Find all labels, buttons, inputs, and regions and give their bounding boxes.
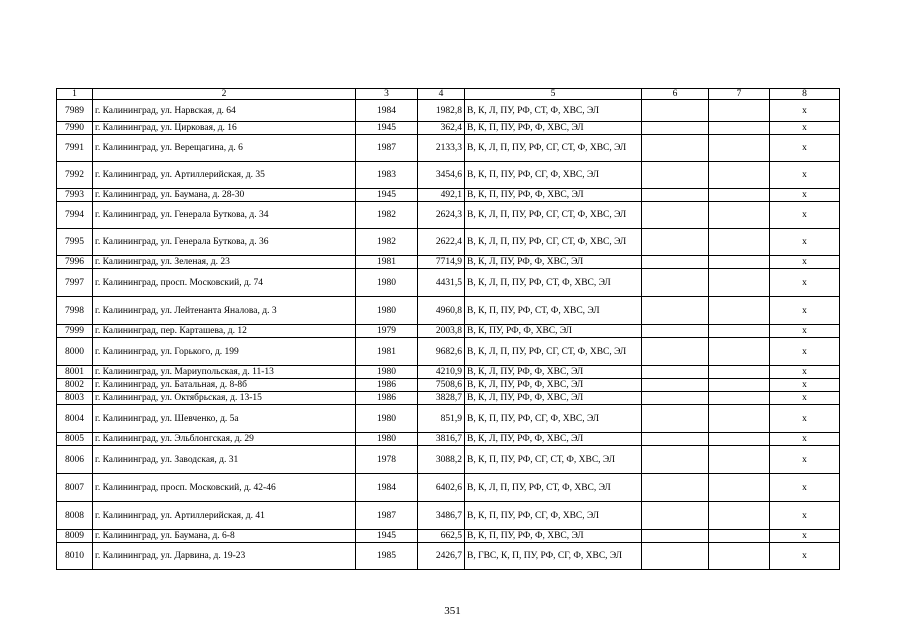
address-cell: г. Калининград, ул. Мариупольская, д. 11-13 bbox=[93, 366, 356, 379]
services-cell: В, К, П, ПУ, РФ, СТ, Ф, ХВС, ЭЛ bbox=[465, 297, 642, 325]
table-row bbox=[57, 379, 840, 392]
mark-cell: x bbox=[770, 392, 840, 405]
table-row bbox=[57, 405, 840, 433]
col7-cell bbox=[709, 405, 770, 433]
services-cell: В, К, Л, П, ПУ, РФ, СГ, СТ, Ф, ХВС, ЭЛ bbox=[465, 338, 642, 366]
col7-cell bbox=[709, 502, 770, 530]
col6-cell bbox=[642, 433, 709, 446]
col7-cell bbox=[709, 446, 770, 474]
col7-cell bbox=[709, 202, 770, 229]
table-row bbox=[57, 325, 840, 338]
mark-cell: x bbox=[770, 202, 840, 229]
year-cell: 1978 bbox=[356, 446, 418, 474]
address-cell: г. Калининград, ул. Эльблонгская, д. 29 bbox=[93, 433, 356, 446]
row-number: 8007 bbox=[57, 474, 93, 502]
header-cell: 6 bbox=[642, 89, 709, 100]
area-cell: 4431,5 bbox=[418, 269, 465, 297]
col7-cell bbox=[709, 269, 770, 297]
header-cell: 5 bbox=[465, 89, 642, 100]
year-cell: 1980 bbox=[356, 405, 418, 433]
col7-cell bbox=[709, 325, 770, 338]
year-cell: 1980 bbox=[356, 366, 418, 379]
area-cell: 362,4 bbox=[418, 122, 465, 135]
table-row bbox=[57, 338, 840, 366]
col6-cell bbox=[642, 366, 709, 379]
mark-cell: x bbox=[770, 379, 840, 392]
area-cell: 1982,8 bbox=[418, 100, 465, 122]
header-cell: 3 bbox=[356, 89, 418, 100]
mark-cell: x bbox=[770, 256, 840, 269]
year-cell: 1981 bbox=[356, 338, 418, 366]
table-row bbox=[57, 202, 840, 229]
col6-cell bbox=[642, 256, 709, 269]
table-row bbox=[57, 100, 840, 122]
mark-cell: x bbox=[770, 446, 840, 474]
services-cell: В, К, П, ПУ, РФ, СГ, Ф, ХВС, ЭЛ bbox=[465, 502, 642, 530]
header-cell: 1 bbox=[57, 89, 93, 100]
table-row bbox=[57, 446, 840, 474]
table-row bbox=[57, 366, 840, 379]
mark-cell: x bbox=[770, 366, 840, 379]
col6-cell bbox=[642, 405, 709, 433]
col6-cell bbox=[642, 269, 709, 297]
row-number: 8009 bbox=[57, 530, 93, 543]
services-cell: В, К, П, ПУ, РФ, Ф, ХВС, ЭЛ bbox=[465, 530, 642, 543]
col6-cell bbox=[642, 135, 709, 162]
year-cell: 1945 bbox=[356, 530, 418, 543]
services-cell: В, К, П, ПУ, РФ, СГ, Ф, ХВС, ЭЛ bbox=[465, 405, 642, 433]
row-number: 7999 bbox=[57, 325, 93, 338]
area-cell: 662,5 bbox=[418, 530, 465, 543]
area-cell: 2624,3 bbox=[418, 202, 465, 229]
area-cell: 2003,8 bbox=[418, 325, 465, 338]
header-cell: 8 bbox=[770, 89, 840, 100]
services-cell: В, К, П, ПУ, РФ, СГ, Ф, ХВС, ЭЛ bbox=[465, 162, 642, 189]
address-cell: г. Калининград, пер. Карташева, д. 12 bbox=[93, 325, 356, 338]
mark-cell: x bbox=[770, 122, 840, 135]
address-cell: г. Калининград, просп. Московский, д. 74 bbox=[93, 269, 356, 297]
mark-cell: x bbox=[770, 269, 840, 297]
address-cell: г. Калининград, ул. Батальная, д. 8-8б bbox=[93, 379, 356, 392]
col7-cell bbox=[709, 100, 770, 122]
col7-cell bbox=[709, 474, 770, 502]
row-number: 7995 bbox=[57, 229, 93, 256]
col7-cell bbox=[709, 297, 770, 325]
services-cell: В, К, Л, П, ПУ, РФ, СТ, Ф, ХВС, ЭЛ bbox=[465, 474, 642, 502]
year-cell: 1945 bbox=[356, 122, 418, 135]
table-row bbox=[57, 297, 840, 325]
col6-cell bbox=[642, 392, 709, 405]
mark-cell: x bbox=[770, 100, 840, 122]
services-cell: В, ГВС, К, П, ПУ, РФ, СГ, Ф, ХВС, ЭЛ bbox=[465, 543, 642, 570]
col6-cell bbox=[642, 189, 709, 202]
row-number: 8005 bbox=[57, 433, 93, 446]
row-number: 7989 bbox=[57, 100, 93, 122]
col7-cell bbox=[709, 530, 770, 543]
row-number: 8004 bbox=[57, 405, 93, 433]
area-cell: 3454,6 bbox=[418, 162, 465, 189]
table-row bbox=[57, 269, 840, 297]
mark-cell: x bbox=[770, 135, 840, 162]
col7-cell bbox=[709, 229, 770, 256]
row-number: 7993 bbox=[57, 189, 93, 202]
header-cell: 7 bbox=[709, 89, 770, 100]
col6-cell bbox=[642, 338, 709, 366]
mark-cell: x bbox=[770, 338, 840, 366]
address-cell: г. Калининград, ул. Цирковая, д. 16 bbox=[93, 122, 356, 135]
area-cell: 7508,6 bbox=[418, 379, 465, 392]
row-number: 7997 bbox=[57, 269, 93, 297]
col7-cell bbox=[709, 122, 770, 135]
row-number: 8008 bbox=[57, 502, 93, 530]
address-cell: г. Калининград, ул. Октябрьская, д. 13-15 bbox=[93, 392, 356, 405]
services-cell: В, К, Л, ПУ, РФ, Ф, ХВС, ЭЛ bbox=[465, 256, 642, 269]
area-cell: 7714,9 bbox=[418, 256, 465, 269]
year-cell: 1987 bbox=[356, 135, 418, 162]
col6-cell bbox=[642, 502, 709, 530]
table-row bbox=[57, 543, 840, 570]
col6-cell bbox=[642, 543, 709, 570]
services-cell: В, К, Л, П, ПУ, РФ, СГ, СТ, Ф, ХВС, ЭЛ bbox=[465, 135, 642, 162]
table-row bbox=[57, 474, 840, 502]
services-cell: В, К, Л, П, ПУ, РФ, СГ, СТ, Ф, ХВС, ЭЛ bbox=[465, 202, 642, 229]
col7-cell bbox=[709, 433, 770, 446]
housing-registry-table bbox=[56, 88, 840, 570]
year-cell: 1980 bbox=[356, 269, 418, 297]
year-cell: 1984 bbox=[356, 474, 418, 502]
services-cell: В, К, Л, П, ПУ, РФ, СГ, СТ, Ф, ХВС, ЭЛ bbox=[465, 229, 642, 256]
col7-cell bbox=[709, 338, 770, 366]
row-number: 7998 bbox=[57, 297, 93, 325]
table-row bbox=[57, 229, 840, 256]
year-cell: 1980 bbox=[356, 297, 418, 325]
area-cell: 4960,8 bbox=[418, 297, 465, 325]
col6-cell bbox=[642, 229, 709, 256]
row-number: 7996 bbox=[57, 256, 93, 269]
row-number: 7992 bbox=[57, 162, 93, 189]
address-cell: г. Калининград, ул. Заводская, д. 31 bbox=[93, 446, 356, 474]
services-cell: В, К, Л, ПУ, РФ, СТ, Ф, ХВС, ЭЛ bbox=[465, 100, 642, 122]
mark-cell: x bbox=[770, 297, 840, 325]
area-cell: 2426,7 bbox=[418, 543, 465, 570]
table-row bbox=[57, 392, 840, 405]
page-number: 351 bbox=[444, 605, 461, 617]
year-cell: 1981 bbox=[356, 256, 418, 269]
mark-cell: x bbox=[770, 229, 840, 256]
col7-cell bbox=[709, 392, 770, 405]
col6-cell bbox=[642, 202, 709, 229]
services-cell: В, К, Л, ПУ, РФ, Ф, ХВС, ЭЛ bbox=[465, 379, 642, 392]
services-cell: В, К, П, ПУ, РФ, Ф, ХВС, ЭЛ bbox=[465, 122, 642, 135]
services-cell: В, К, ПУ, РФ, Ф, ХВС, ЭЛ bbox=[465, 325, 642, 338]
year-cell: 1985 bbox=[356, 543, 418, 570]
header-row bbox=[57, 89, 840, 100]
row-number: 7990 bbox=[57, 122, 93, 135]
col7-cell bbox=[709, 366, 770, 379]
year-cell: 1982 bbox=[356, 229, 418, 256]
col6-cell bbox=[642, 474, 709, 502]
area-cell: 2622,4 bbox=[418, 229, 465, 256]
col6-cell bbox=[642, 325, 709, 338]
mark-cell: x bbox=[770, 543, 840, 570]
address-cell: г. Калининград, просп. Московский, д. 42-46 bbox=[93, 474, 356, 502]
table-row bbox=[57, 502, 840, 530]
area-cell: 3088,2 bbox=[418, 446, 465, 474]
services-cell: В, К, Л, ПУ, РФ, Ф, ХВС, ЭЛ bbox=[465, 392, 642, 405]
address-cell: г. Калининград, ул. Горького, д. 199 bbox=[93, 338, 356, 366]
row-number: 8000 bbox=[57, 338, 93, 366]
col6-cell bbox=[642, 162, 709, 189]
address-cell: г. Калининград, ул. Зеленая, д. 23 bbox=[93, 256, 356, 269]
year-cell: 1980 bbox=[356, 433, 418, 446]
mark-cell: x bbox=[770, 325, 840, 338]
address-cell: г. Калининград, ул. Генерала Буткова, д. 36 bbox=[93, 229, 356, 256]
col7-cell bbox=[709, 256, 770, 269]
col6-cell bbox=[642, 530, 709, 543]
year-cell: 1984 bbox=[356, 100, 418, 122]
year-cell: 1983 bbox=[356, 162, 418, 189]
table-row bbox=[57, 162, 840, 189]
address-cell: г. Калининград, ул. Артиллерийская, д. 41 bbox=[93, 502, 356, 530]
address-cell: г. Калининград, ул. Нарвская, д. 64 bbox=[93, 100, 356, 122]
area-cell: 4210,9 bbox=[418, 366, 465, 379]
col7-cell bbox=[709, 379, 770, 392]
col6-cell bbox=[642, 297, 709, 325]
mark-cell: x bbox=[770, 405, 840, 433]
address-cell: г. Калининград, ул. Артиллерийская, д. 35 bbox=[93, 162, 356, 189]
col7-cell bbox=[709, 162, 770, 189]
table-row bbox=[57, 189, 840, 202]
mark-cell: x bbox=[770, 530, 840, 543]
area-cell: 851,9 bbox=[418, 405, 465, 433]
address-cell: г. Калининград, ул. Дарвина, д. 19-23 bbox=[93, 543, 356, 570]
table-row bbox=[57, 122, 840, 135]
row-number: 8002 bbox=[57, 379, 93, 392]
year-cell: 1987 bbox=[356, 502, 418, 530]
col6-cell bbox=[642, 446, 709, 474]
area-cell: 6402,6 bbox=[418, 474, 465, 502]
col6-cell bbox=[642, 122, 709, 135]
services-cell: В, К, П, ПУ, РФ, СГ, СТ, Ф, ХВС, ЭЛ bbox=[465, 446, 642, 474]
row-number: 7991 bbox=[57, 135, 93, 162]
year-cell: 1979 bbox=[356, 325, 418, 338]
services-cell: В, К, Л, П, ПУ, РФ, СТ, Ф, ХВС, ЭЛ bbox=[465, 269, 642, 297]
row-number: 7994 bbox=[57, 202, 93, 229]
table-row bbox=[57, 135, 840, 162]
address-cell: г. Калининград, ул. Баумана, д. 6-8 bbox=[93, 530, 356, 543]
mark-cell: x bbox=[770, 189, 840, 202]
area-cell: 3816,7 bbox=[418, 433, 465, 446]
mark-cell: x bbox=[770, 433, 840, 446]
area-cell: 3828,7 bbox=[418, 392, 465, 405]
table-row bbox=[57, 530, 840, 543]
mark-cell: x bbox=[770, 502, 840, 530]
year-cell: 1982 bbox=[356, 202, 418, 229]
area-cell: 3486,7 bbox=[418, 502, 465, 530]
row-number: 8010 bbox=[57, 543, 93, 570]
mark-cell: x bbox=[770, 474, 840, 502]
services-cell: В, К, Л, ПУ, РФ, Ф, ХВС, ЭЛ bbox=[465, 366, 642, 379]
table-row bbox=[57, 256, 840, 269]
col7-cell bbox=[709, 135, 770, 162]
services-cell: В, К, Л, ПУ, РФ, Ф, ХВС, ЭЛ bbox=[465, 433, 642, 446]
row-number: 8006 bbox=[57, 446, 93, 474]
address-cell: г. Калининград, ул. Лейтенанта Яналова, д. 3 bbox=[93, 297, 356, 325]
col7-cell bbox=[709, 543, 770, 570]
col6-cell bbox=[642, 379, 709, 392]
year-cell: 1986 bbox=[356, 379, 418, 392]
address-cell: г. Калининград, ул. Верещагина, д. 6 bbox=[93, 135, 356, 162]
header-cell: 2 bbox=[93, 89, 356, 100]
mark-cell: x bbox=[770, 162, 840, 189]
row-number: 8001 bbox=[57, 366, 93, 379]
area-cell: 492,1 bbox=[418, 189, 465, 202]
address-cell: г. Калининград, ул. Шевченко, д. 5а bbox=[93, 405, 356, 433]
col6-cell bbox=[642, 100, 709, 122]
area-cell: 2133,3 bbox=[418, 135, 465, 162]
services-cell: В, К, П, ПУ, РФ, Ф, ХВС, ЭЛ bbox=[465, 189, 642, 202]
area-cell: 9682,6 bbox=[418, 338, 465, 366]
col7-cell bbox=[709, 189, 770, 202]
address-cell: г. Калининград, ул. Баумана, д. 28-30 bbox=[93, 189, 356, 202]
row-number: 8003 bbox=[57, 392, 93, 405]
year-cell: 1986 bbox=[356, 392, 418, 405]
table-row bbox=[57, 433, 840, 446]
header-cell: 4 bbox=[418, 89, 465, 100]
address-cell: г. Калининград, ул. Генерала Буткова, д. 34 bbox=[93, 202, 356, 229]
year-cell: 1945 bbox=[356, 189, 418, 202]
